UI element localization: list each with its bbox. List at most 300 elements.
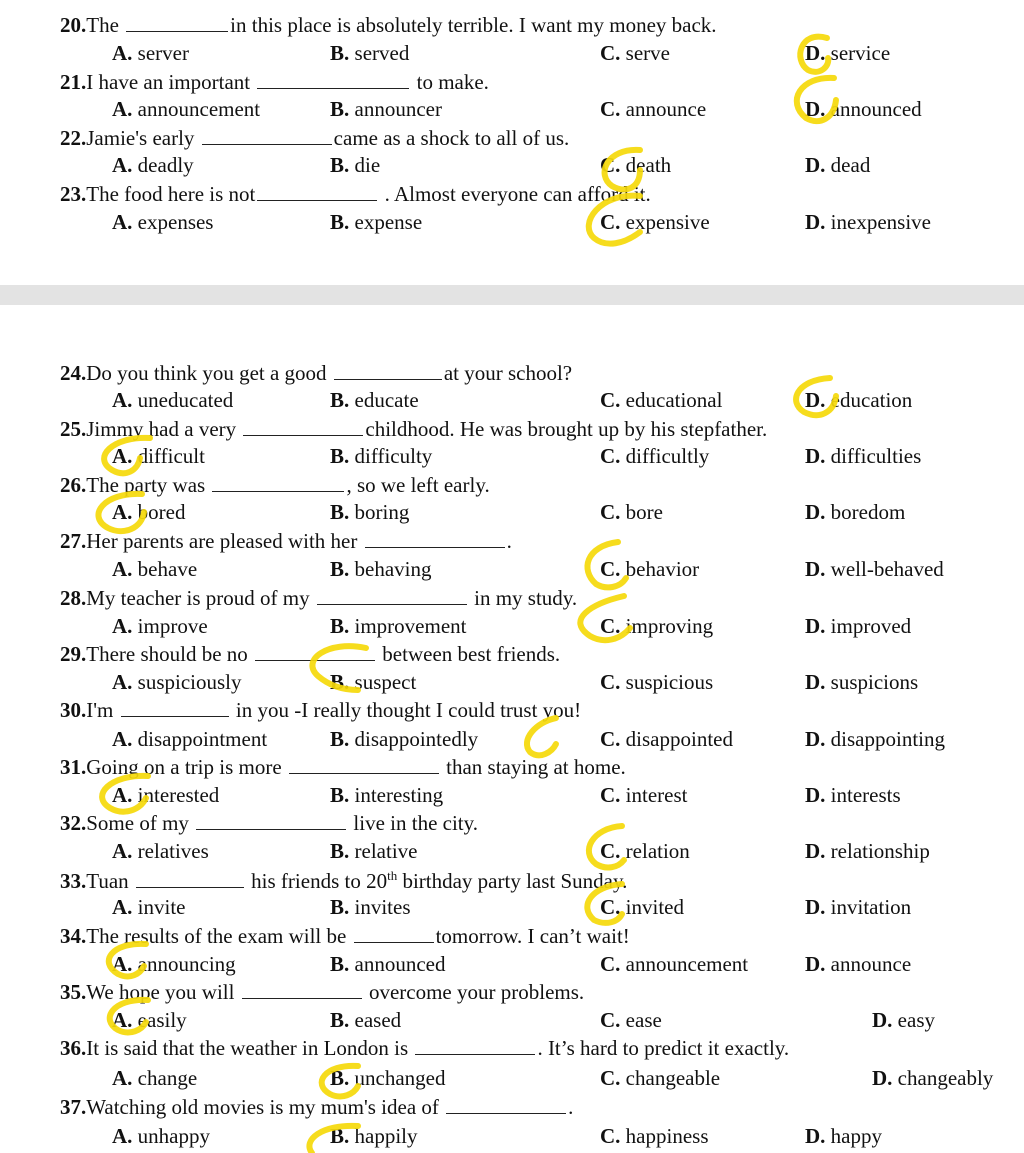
option-text: announce [625, 97, 707, 121]
option-letter: C. [600, 614, 621, 638]
option-text: announcing [137, 952, 236, 976]
option-b[interactable] [330, 895, 411, 920]
option-letter: A. [112, 783, 133, 807]
option-d[interactable] [805, 895, 911, 920]
option-a[interactable] [112, 1066, 197, 1091]
option-text: uneducated [137, 388, 234, 412]
question-text: I'm [86, 698, 119, 722]
question-30 [60, 698, 581, 723]
option-letter: A. [112, 1008, 133, 1032]
option-text: boring [354, 500, 410, 524]
option-letter: A. [112, 557, 133, 581]
option-text: served [354, 41, 410, 65]
option-letter: C. [600, 41, 621, 65]
option-text: bore [625, 500, 663, 524]
question-21 [60, 70, 489, 95]
option-text: expensive [625, 210, 710, 234]
option-a[interactable] [112, 41, 189, 66]
option-letter: A. [112, 444, 133, 468]
option-text: difficulties [830, 444, 922, 468]
question-text: childhood. He was brought up by his stepfather. [365, 417, 768, 441]
option-d[interactable] [805, 614, 911, 639]
option-text: service [830, 41, 891, 65]
option-b[interactable] [330, 839, 417, 864]
option-c[interactable] [600, 1124, 709, 1149]
question-text: The results of the exam will be [86, 924, 352, 948]
option-a[interactable] [112, 952, 236, 977]
option-letter: B. [330, 952, 350, 976]
option-c[interactable] [600, 727, 733, 752]
option-letter: D. [805, 210, 826, 234]
option-d[interactable] [805, 670, 918, 695]
option-letter: B. [330, 614, 350, 638]
option-b[interactable] [330, 153, 380, 178]
option-text: relation [625, 839, 690, 863]
answer-blank [255, 642, 375, 661]
option-text: ease [625, 1008, 662, 1032]
option-d[interactable] [805, 388, 912, 413]
question-text: Jamie's early [86, 126, 200, 150]
option-b[interactable] [330, 614, 467, 639]
option-a[interactable] [112, 1008, 187, 1033]
option-b[interactable] [330, 670, 416, 695]
option-text: announcer [354, 97, 442, 121]
option-letter: D. [805, 388, 826, 412]
question-text: The food here is not [86, 182, 256, 206]
option-text: unhappy [137, 1124, 210, 1148]
option-text: deadly [137, 153, 194, 177]
option-text: dead [830, 153, 871, 177]
answer-blank [446, 1095, 566, 1114]
option-c[interactable] [600, 614, 713, 639]
option-letter: C. [600, 210, 621, 234]
option-letter: A. [112, 153, 133, 177]
question-22 [60, 126, 569, 151]
option-c[interactable] [600, 500, 663, 525]
option-text: announce [830, 952, 912, 976]
option-text: announcement [625, 952, 749, 976]
option-letter: D. [872, 1066, 893, 1090]
answer-blank [121, 698, 229, 717]
option-letter: D. [805, 839, 826, 863]
option-c[interactable] [600, 895, 684, 920]
option-text: unchanged [354, 1066, 446, 1090]
option-text: improved [830, 614, 912, 638]
option-text: behavior [625, 557, 700, 581]
question-24 [60, 361, 572, 386]
option-letter: B. [330, 41, 350, 65]
option-letter: B. [330, 783, 350, 807]
option-text: relationship [830, 839, 930, 863]
question-number: 33. [60, 869, 87, 893]
option-text: improving [625, 614, 714, 638]
option-c[interactable] [600, 97, 706, 122]
option-letter: A. [112, 952, 133, 976]
option-letter: D. [805, 614, 826, 638]
option-text: expense [354, 210, 423, 234]
question-text: Jimmy had a very [86, 417, 242, 441]
option-text: disappointed [625, 727, 733, 751]
option-b[interactable] [330, 41, 409, 66]
question-34 [60, 924, 630, 949]
option-letter: A. [112, 388, 133, 412]
option-text: suspicious [625, 670, 714, 694]
option-d[interactable] [805, 500, 905, 525]
question-text: in you -I really thought I could trust you! [230, 698, 582, 722]
question-number: 37. [60, 1095, 87, 1119]
option-b[interactable] [330, 388, 419, 413]
option-a[interactable] [112, 1124, 210, 1149]
option-letter: D. [805, 41, 826, 65]
question-23 [60, 182, 651, 207]
question-33 [60, 868, 627, 894]
question-27 [60, 529, 512, 554]
answer-blank [242, 980, 362, 999]
option-letter: A. [112, 1124, 133, 1148]
option-letter: D. [805, 500, 826, 524]
option-letter: C. [600, 670, 621, 694]
option-text: announced [830, 97, 922, 121]
option-a[interactable] [112, 210, 213, 235]
option-a[interactable] [112, 839, 209, 864]
option-text: death [625, 153, 672, 177]
question-text: Do you think you get a good [86, 361, 332, 385]
option-text: relative [354, 839, 418, 863]
answer-blank [365, 529, 505, 548]
option-d[interactable] [872, 1066, 993, 1091]
question-text: in my study. [468, 586, 578, 610]
option-a[interactable] [112, 97, 260, 122]
question-text: My teacher is proud of my [86, 586, 315, 610]
question-37 [60, 1095, 573, 1120]
option-letter: C. [600, 783, 621, 807]
option-letter: B. [330, 444, 350, 468]
answer-blank [212, 473, 344, 492]
question-number: 29. [60, 642, 87, 666]
option-letter: C. [600, 557, 621, 581]
option-text: easy [897, 1008, 935, 1032]
option-letter: A. [112, 614, 133, 638]
question-29 [60, 642, 560, 667]
question-text: . Almost everyone can afford it. [379, 182, 651, 206]
answer-blank [289, 755, 439, 774]
option-a[interactable] [112, 670, 242, 695]
option-letter: A. [112, 41, 133, 65]
option-c[interactable] [600, 839, 690, 864]
option-letter: D. [805, 895, 826, 919]
option-b[interactable] [330, 727, 478, 752]
option-b[interactable] [330, 1066, 445, 1091]
option-letter: B. [330, 97, 350, 121]
option-letter: D. [805, 727, 826, 751]
answer-blank [196, 811, 346, 830]
question-text: , so we left early. [346, 473, 490, 497]
option-letter: C. [600, 388, 621, 412]
option-text: relatives [137, 839, 209, 863]
option-letter: D. [805, 153, 826, 177]
option-text: change [137, 1066, 198, 1090]
question-text: Going on a trip is more [86, 755, 287, 779]
question-number: 28. [60, 586, 87, 610]
option-letter: D. [805, 1124, 826, 1148]
option-letter: B. [330, 1124, 350, 1148]
question-number: 30. [60, 698, 87, 722]
question-number: 35. [60, 980, 87, 1004]
option-letter: A. [112, 895, 133, 919]
option-text: bored [137, 500, 186, 524]
option-letter: D. [872, 1008, 893, 1032]
answer-blank [257, 70, 409, 89]
option-b[interactable] [330, 1124, 418, 1149]
option-d[interactable] [805, 153, 870, 178]
option-a[interactable] [112, 388, 233, 413]
question-number: 26. [60, 473, 87, 497]
option-b[interactable] [330, 557, 432, 582]
option-b[interactable] [330, 210, 422, 235]
question-number: 34. [60, 924, 87, 948]
option-letter: A. [112, 839, 133, 863]
option-letter: A. [112, 1066, 133, 1090]
option-letter: A. [112, 500, 133, 524]
option-a[interactable] [112, 727, 267, 752]
option-c[interactable] [600, 670, 713, 695]
question-31 [60, 755, 626, 780]
question-text: Watching old movies is my mum's idea of [86, 1095, 445, 1119]
question-32 [60, 811, 478, 836]
question-number: 27. [60, 529, 87, 553]
option-c[interactable] [600, 388, 722, 413]
option-a[interactable] [112, 557, 197, 582]
question-text: I have an important [86, 70, 256, 94]
option-letter: B. [330, 727, 350, 751]
option-letter: C. [600, 500, 621, 524]
question-text: Some of my [86, 811, 195, 835]
option-letter: D. [805, 783, 826, 807]
option-letter: D. [805, 670, 826, 694]
option-letter: B. [330, 500, 350, 524]
question-text: in this place is absolutely terrible. I want my money back. [230, 13, 717, 37]
option-letter: B. [330, 839, 350, 863]
option-letter: B. [330, 670, 350, 694]
option-d[interactable] [805, 210, 931, 235]
option-letter: A. [112, 670, 133, 694]
option-c[interactable] [600, 783, 687, 808]
question-number: 32. [60, 811, 87, 835]
option-text: happiness [625, 1124, 709, 1148]
option-letter: B. [330, 895, 350, 919]
option-c[interactable] [600, 1008, 662, 1033]
option-letter: A. [112, 210, 133, 234]
answer-blank [126, 13, 228, 32]
answer-blank [136, 869, 244, 888]
option-text: changeable [625, 1066, 721, 1090]
option-text: educate [354, 388, 419, 412]
option-letter: C. [600, 444, 621, 468]
question-number: 36. [60, 1036, 87, 1060]
option-d[interactable] [805, 783, 901, 808]
option-text: well-behaved [830, 557, 944, 581]
answer-blank [257, 182, 377, 201]
option-a[interactable] [112, 444, 205, 469]
question-text: to make. [411, 70, 489, 94]
option-letter: B. [330, 1008, 350, 1032]
option-letter: C. [600, 952, 621, 976]
option-text: invite [137, 895, 186, 919]
option-letter: C. [600, 839, 621, 863]
option-c[interactable] [600, 557, 699, 582]
option-b[interactable] [330, 500, 409, 525]
option-letter: B. [330, 557, 350, 581]
option-d[interactable] [805, 1124, 882, 1149]
option-text: invited [625, 895, 684, 919]
option-letter: B. [330, 1066, 350, 1090]
question-text: than staying at home. [440, 755, 626, 779]
question-26 [60, 473, 490, 498]
option-text: announcement [137, 97, 261, 121]
page-divider [0, 285, 1024, 305]
question-number: 20. [60, 13, 87, 37]
answer-blank [415, 1036, 535, 1055]
option-text: difficult [137, 444, 205, 468]
option-letter: B. [330, 210, 350, 234]
option-letter: D. [805, 97, 826, 121]
question-text: overcome your problems. [363, 980, 585, 1004]
question-text: Her parents are pleased with her [86, 529, 363, 553]
question-25 [60, 417, 767, 442]
question-text: his friends to 20th birthday party last Sunday. [245, 868, 628, 893]
option-letter: D. [805, 557, 826, 581]
option-d[interactable] [872, 1008, 935, 1033]
question-text: It is said that the weather in London is [86, 1036, 414, 1060]
option-letter: C. [600, 1124, 621, 1148]
option-b[interactable] [330, 1008, 401, 1033]
option-text: improvement [354, 614, 467, 638]
option-d[interactable] [805, 557, 944, 582]
option-text: disappointedly [354, 727, 479, 751]
question-text: Tuan [86, 869, 134, 893]
question-number: 31. [60, 755, 87, 779]
option-b[interactable] [330, 444, 432, 469]
option-text: suspiciously [137, 670, 242, 694]
option-text: suspicions [830, 670, 919, 694]
option-a[interactable] [112, 500, 186, 525]
option-letter: C. [600, 1066, 621, 1090]
option-letter: A. [112, 97, 133, 121]
question-35 [60, 980, 584, 1005]
question-number: 23. [60, 182, 87, 206]
option-text: difficulty [354, 444, 433, 468]
question-text: . It’s hard to predict it exactly. [537, 1036, 790, 1060]
question-text: at your school? [443, 361, 573, 385]
question-28 [60, 586, 577, 611]
option-text: behaving [354, 557, 432, 581]
option-text: interests [830, 783, 901, 807]
option-a[interactable] [112, 153, 194, 178]
option-text: educational [625, 388, 723, 412]
question-text: between best friends. [377, 642, 561, 666]
question-20 [60, 13, 717, 38]
option-letter: B. [330, 153, 350, 177]
option-text: education [830, 388, 913, 412]
option-b[interactable] [330, 952, 445, 977]
option-text: changeably [897, 1066, 994, 1090]
question-number: 24. [60, 361, 87, 385]
option-d[interactable] [805, 727, 945, 752]
option-a[interactable] [112, 614, 208, 639]
question-text: We hope you will [86, 980, 240, 1004]
question-number: 21. [60, 70, 87, 94]
option-letter: D. [805, 952, 826, 976]
option-b[interactable] [330, 783, 443, 808]
option-letter: B. [330, 388, 350, 412]
option-text: serve [625, 41, 670, 65]
option-a[interactable] [112, 783, 219, 808]
option-letter: C. [600, 153, 621, 177]
option-c[interactable] [600, 210, 710, 235]
question-text: . [506, 529, 512, 553]
option-c[interactable] [600, 41, 670, 66]
option-text: die [354, 153, 381, 177]
option-d[interactable] [805, 97, 922, 122]
option-text: interest [625, 783, 688, 807]
answer-blank [317, 586, 467, 605]
question-text: tomorrow. I can’t wait! [435, 924, 630, 948]
answer-blank [354, 924, 434, 943]
option-d[interactable] [805, 952, 911, 977]
option-d[interactable] [805, 41, 890, 66]
option-text: disappointing [830, 727, 946, 751]
question-text: The [86, 13, 125, 37]
answer-blank [334, 361, 442, 380]
option-d[interactable] [805, 444, 921, 469]
option-text: eased [354, 1008, 402, 1032]
question-text: There should be no [86, 642, 254, 666]
option-c[interactable] [600, 444, 709, 469]
option-c[interactable] [600, 1066, 720, 1091]
option-text: invites [354, 895, 411, 919]
option-text: inexpensive [830, 210, 931, 234]
option-text: happily [354, 1124, 418, 1148]
option-b[interactable] [330, 97, 442, 122]
option-d[interactable] [805, 839, 930, 864]
option-text: announced [354, 952, 446, 976]
answer-blank [243, 417, 363, 436]
question-text: came as a shock to all of us. [333, 126, 570, 150]
question-number: 25. [60, 417, 87, 441]
option-text: suspect [354, 670, 417, 694]
option-text: interesting [354, 783, 444, 807]
option-text: behave [137, 557, 198, 581]
option-letter: C. [600, 97, 621, 121]
option-text: invitation [830, 895, 912, 919]
option-a[interactable] [112, 895, 186, 920]
option-c[interactable] [600, 952, 748, 977]
option-text: boredom [830, 500, 906, 524]
option-c[interactable] [600, 153, 671, 178]
option-text: server [137, 41, 189, 65]
option-text: interested [137, 783, 220, 807]
option-letter: C. [600, 1008, 621, 1032]
option-text: easily [137, 1008, 187, 1032]
option-text: expenses [137, 210, 214, 234]
question-text: live in the city. [348, 811, 479, 835]
option-text: disappointment [137, 727, 268, 751]
answer-blank [202, 126, 332, 145]
option-letter: C. [600, 895, 621, 919]
option-letter: D. [805, 444, 826, 468]
option-letter: A. [112, 727, 133, 751]
option-text: difficultly [625, 444, 710, 468]
